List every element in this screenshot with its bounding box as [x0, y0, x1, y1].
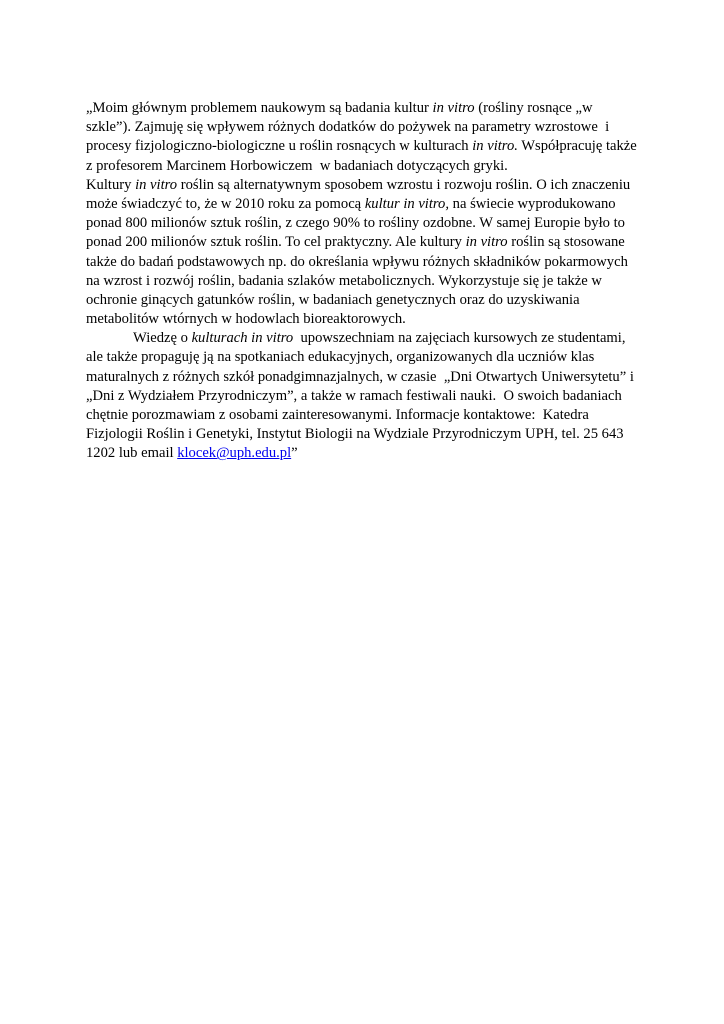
paragraph	[86, 99, 646, 176]
text-run: roślin są alternatywnym sposobem wzrostu i rozwoju roślin. O ich znaczeniu	[177, 176, 631, 193]
paragraph	[86, 176, 646, 330]
text-run: na świecie wyprodukowano	[449, 195, 616, 212]
text-run: procesy fizjologiczno-biologiczne u roślin rosnących w kulturach	[86, 138, 473, 155]
text-run: upowszechniam na zajęciach kursowych ze studentami,	[293, 330, 626, 347]
document-text	[86, 99, 646, 464]
text-line	[86, 233, 646, 252]
text-line	[86, 137, 646, 156]
italic-term: in vitro	[135, 176, 178, 193]
text-line	[86, 329, 646, 348]
text-line: Fizjologii Roślin i Genetyki, Instytut Biologii na Wydziale Przyrodniczym UPH, tel. 25 643	[86, 426, 624, 443]
italic-term: kulturach in vitro	[191, 330, 294, 347]
text-line: chętnie porozmawiam z osobami zainteresowanymi. Informacje kontaktowe: Katedra	[86, 407, 589, 423]
text-run: „Moim głównym problemem naukowym są badania kultur	[86, 100, 433, 116]
text-line: „Dni z Wydziałem Przyrodniczym”, a także w ramach festiwali nauki. O swoich badaniach	[86, 387, 622, 404]
text-line: ale także propaguję ją na spotkaniach edukacyjnych, organizowanych dla uczniów klas	[86, 349, 595, 366]
text-line	[86, 99, 646, 118]
text-line	[86, 195, 646, 214]
text-line	[86, 176, 646, 195]
text-line: ponad 800 milionów sztuk roślin, z czego 90% to rośliny ozdobne. W samej Europie było to	[86, 215, 625, 232]
italic-term: in vitro	[432, 100, 475, 116]
text-run: Współpracuję także	[517, 138, 637, 155]
paragraph	[86, 329, 646, 463]
italic-term: in vitro.	[472, 138, 518, 155]
text-run: ponad 200 milionów sztuk roślin. To cel praktyczny. Ale kultury	[86, 234, 466, 251]
text-run: może świadczyć to, że w 2010 roku za pomocą	[86, 195, 365, 212]
text-run: Wiedzę o	[133, 330, 192, 347]
text-line	[86, 444, 646, 463]
italic-term: in vitro	[465, 234, 508, 251]
text-line: z profesorem Marcinem Horbowiczem w badaniach dotyczących gryki.	[86, 157, 508, 174]
text-line: na wzrost i rozwój roślin, badania szlaków metabolicznych. Wykorzystuje się je także w	[86, 272, 602, 289]
text-run: Kultury	[86, 176, 136, 193]
text-run: (rośliny rosnące „w	[474, 100, 593, 116]
italic-term: kultur in vitro,	[364, 195, 449, 212]
text-run: 1202 lub email	[86, 445, 178, 462]
text-line: szkle”). Zajmuję się wpływem różnych dodatków do pożywek na parametry wzrostowe i	[86, 119, 610, 136]
text-line: ochronie ginących gatunków roślin, w badaniach genetycznych oraz do uzyskiwania	[86, 291, 580, 308]
text-line: także do badań podstawowych np. do określania wpływu różnych składników pokarmowych	[86, 253, 628, 270]
text-line: metabolitów wtórnych w hodowlach bioreaktorowych.	[86, 311, 406, 328]
text-run: ”	[291, 445, 298, 462]
email-link[interactable]: klocek@uph.edu.pl	[177, 445, 292, 462]
text-line: maturalnych z różnych szkół ponadgimnazjalnych, w czasie „Dni Otwartych Uniwersytetu” i	[86, 368, 634, 385]
text-run: roślin są stosowane	[507, 234, 625, 251]
